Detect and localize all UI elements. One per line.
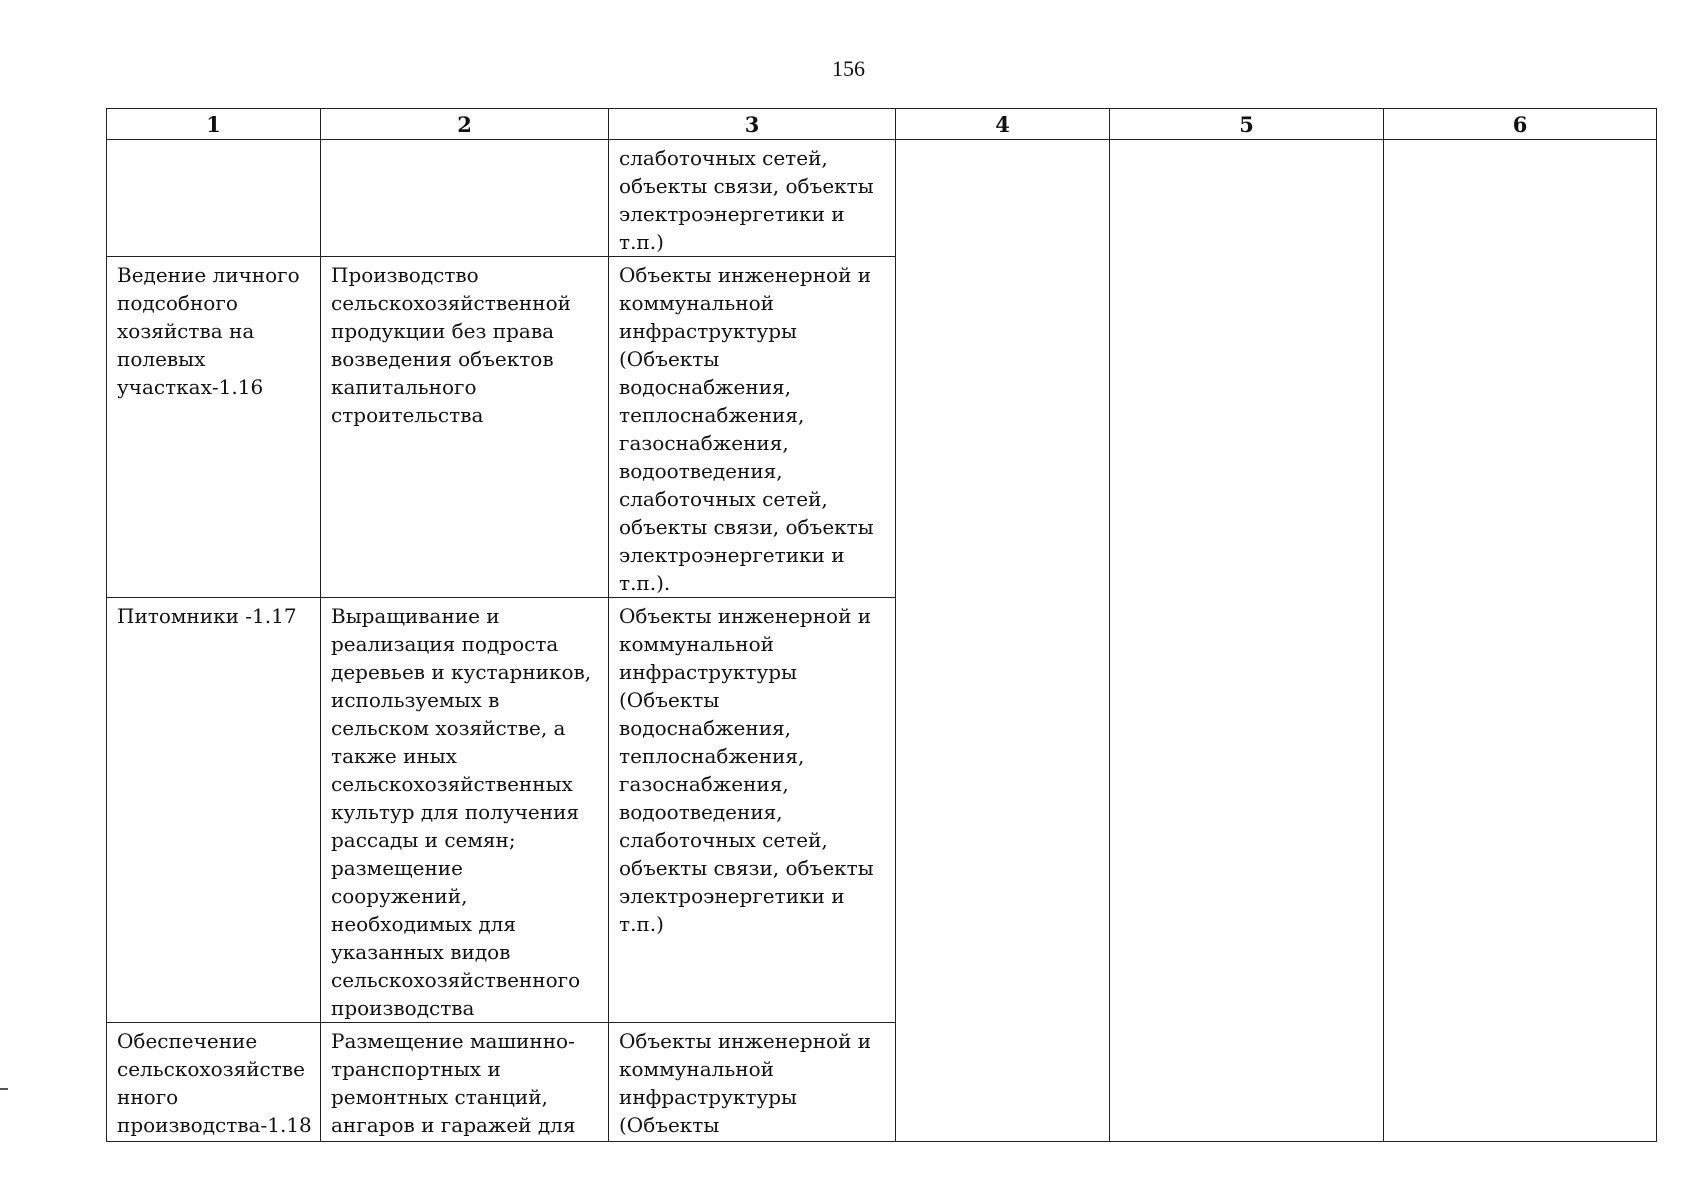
description-cell: Выращивание и реализация подроста деревьев и кустарников, используемых в сельском хозяйстве, а также иных сельскохозяйственных культур для получения рассады и семян; размещение сооружений, необходимых для указанных видов сельскохозяйственного производства xyxy=(321,598,609,1023)
land-use-type-cell: Обеспечение сельскохозяйстве нного производства-1.18 xyxy=(107,1023,321,1142)
description-cell: Размещение машинно-транспортных и ремонтных станций, ангаров и гаражей для xyxy=(321,1023,609,1142)
description-cell: Производство сельскохозяйственной продукции без права возведения объектов капитального строительства xyxy=(321,257,609,598)
land-use-type-cell: Ведение личного подсобного хозяйства на полевых участках-1.16 xyxy=(107,257,321,598)
auxiliary-use-cell: Объекты инженерной и коммунальной инфраструктуры (Объекты xyxy=(609,1023,896,1142)
land-use-table xyxy=(106,108,1657,1142)
empty-cell-col4 xyxy=(896,140,1110,1142)
auxiliary-use-cell: Объекты инженерной и коммунальной инфраструктуры (Объекты водоснабжения, теплоснабжения, газоснабжения, водоотведения, слаботочных сетей, объекты связи, объекты электроэнергетики и т.п.) xyxy=(609,598,896,1023)
land-use-type-cell: Питомники -1.17 xyxy=(107,598,321,1023)
land-use-type-cell xyxy=(107,140,321,257)
description-cell xyxy=(321,140,609,257)
auxiliary-use-cell: Объекты инженерной и коммунальной инфраструктуры (Объекты водоснабжения, теплоснабжения, газоснабжения, водоотведения, слаботочных сетей, объекты связи, объекты электроэнергетики и т.п.). xyxy=(609,257,896,598)
column-header: 2 xyxy=(321,109,609,140)
column-header: 5 xyxy=(1110,109,1384,140)
page-number: 156 xyxy=(832,56,865,81)
column-header: 3 xyxy=(609,109,896,140)
column-header: 6 xyxy=(1384,109,1657,140)
empty-cell-col5 xyxy=(1110,140,1384,1142)
column-header: 4 xyxy=(896,109,1110,140)
scan-margin-mark xyxy=(0,1088,8,1090)
column-header: 1 xyxy=(107,109,321,140)
auxiliary-use-cell: слаботочных сетей, объекты связи, объекты электроэнергетики и т.п.) xyxy=(609,140,896,257)
table-header-row xyxy=(107,109,1657,140)
table-row xyxy=(107,140,1657,257)
empty-cell-col6 xyxy=(1384,140,1657,1142)
